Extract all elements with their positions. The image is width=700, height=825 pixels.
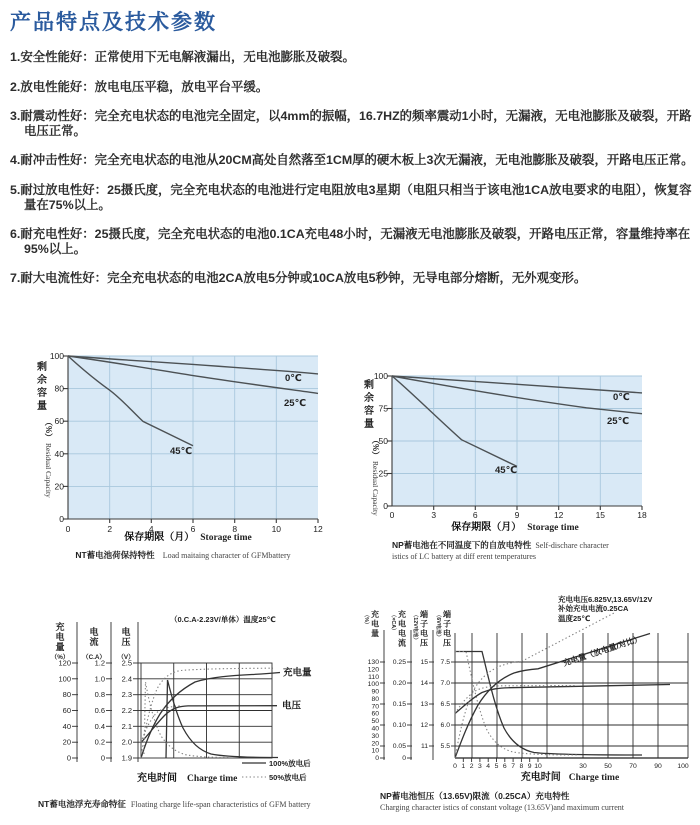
tick-label: 25 [378, 468, 388, 479]
chart-nt-floating-charge [30, 592, 360, 825]
axis-header-char: 充 [371, 610, 379, 619]
tick-label: 0 [65, 524, 71, 534]
tick-label: 0.05 [392, 743, 406, 750]
tick-label: 4 [486, 763, 491, 770]
axis-header-char: 电 [371, 619, 379, 629]
tick-label: 100 [49, 351, 64, 361]
x-axis-title: 充电时间 Charge time [137, 773, 238, 784]
tick-label: 90 [654, 763, 662, 770]
y-axis-label-char: 剩 [364, 380, 374, 391]
tick-label: 1.9 [121, 753, 132, 763]
tick-label: 0.2 [94, 737, 105, 747]
axis-header-char: 电 [443, 629, 451, 638]
tick-label: 14 [420, 680, 428, 687]
tick-label: 0 [453, 763, 457, 770]
axis-header-char: 子 [420, 619, 428, 629]
curves [141, 668, 280, 758]
tick-label: 10 [271, 524, 282, 534]
curve-label: 45℃ [495, 465, 518, 476]
axis-header-char: 充 [55, 622, 65, 632]
tick-label: 0.20 [392, 680, 406, 687]
tick-label: 0 [100, 753, 105, 763]
tick-label: 10 [534, 763, 542, 770]
tick-label: 50 [378, 436, 388, 446]
tick-label: 60 [62, 706, 71, 715]
feature-list [10, 50, 694, 301]
condition-note [557, 594, 652, 623]
tick-label: 10 [371, 747, 379, 755]
curve-label: 0℃ [613, 392, 630, 403]
tick-label: 6.5 [440, 701, 450, 708]
tick-label: 120 [367, 666, 379, 674]
tick-label: 8 [232, 524, 238, 534]
curve-charge-solid [141, 673, 280, 759]
tick-label: 1.2 [94, 658, 105, 668]
axis-unit: （12V电池） [412, 612, 418, 643]
tick-label: 2.5 [121, 658, 132, 668]
y-axis-label-char: 量 [364, 419, 374, 430]
tick-label: 75 [378, 403, 388, 414]
y-axis-label-char: 余 [37, 375, 47, 386]
tick-label: 3 [431, 510, 437, 520]
tick-label: 12 [420, 722, 428, 729]
x-axis-title: 充电时间 Charge time [520, 772, 620, 783]
tick-label: 100 [367, 681, 379, 689]
tick-label: 80 [371, 696, 379, 703]
tick-label: 0.25 [392, 659, 406, 666]
tick-label: 7 [511, 763, 515, 770]
tick-label: 0 [59, 514, 64, 524]
axis-header-char: 压 [443, 638, 451, 648]
y-axis-label-char: 量 [37, 401, 47, 412]
tick-label: 2.3 [121, 690, 132, 700]
feature-item: 6.耐充电性好：25摄氏度，完全充电状态的电池0.1CA充电48小时，无漏液无电池膨胀及破裂，开路电压正常，容量维持率在95%以上。 [10, 227, 691, 256]
tick-label: 130 [367, 659, 379, 666]
axis-header-char: 流 [398, 638, 406, 648]
tick-label: 0 [66, 753, 71, 763]
page-title: 产品特点及技术参数 [10, 11, 217, 34]
y-axis-label-char: 剩 [37, 362, 47, 373]
axis-unit: （V） [117, 654, 135, 661]
svg-text:充电电压6.825V,13.65V/12V: 充电电压6.825V,13.65V/12V [558, 595, 653, 604]
tick-label: 8 [519, 763, 524, 770]
chart-np-constant-voltage [352, 590, 700, 825]
tick-label: 0 [402, 755, 406, 762]
tick-label: 40 [54, 448, 64, 459]
y-axis-title [37, 360, 54, 498]
tick-label: 20 [371, 740, 379, 748]
tick-label: 6 [190, 524, 196, 534]
axis-header-char: 充 [398, 610, 406, 619]
tick-label: 40 [371, 725, 379, 733]
axis-header-char: 量 [55, 642, 65, 652]
tick-label: 2.4 [121, 674, 132, 684]
tick-label: 80 [62, 690, 71, 700]
curve-voltage-solid [455, 685, 670, 714]
curve-current-solid [455, 652, 642, 756]
tick-label: 110 [368, 673, 379, 681]
chart-nt-self-discharge [28, 346, 338, 578]
tick-label: 12 [313, 524, 323, 534]
condition-note: （0.C.A-2.23V/单体）温度25℃ [170, 615, 276, 624]
chart-caption: NT蓄电池荷保持特性 Load maitaing character of GFMbattery [75, 550, 291, 560]
x-tick-labels [66, 524, 323, 534]
axis-unit: （C.A） [82, 654, 106, 661]
axis-unit: （%） [363, 612, 369, 628]
tick-label: 100 [373, 371, 388, 381]
x-axis-title: 保存期限（月） Storage time [124, 532, 252, 543]
tick-label: 0 [383, 501, 388, 511]
tick-label: 70 [629, 763, 637, 770]
y-axis-label-char: 容 [37, 388, 47, 399]
axis-header-char: 流 [89, 637, 99, 647]
axis-headers [51, 621, 135, 661]
tick-label: 2.2 [121, 706, 132, 715]
tick-label: 3 [478, 763, 482, 770]
tick-label: 80 [54, 383, 64, 394]
y-axis-label-char: 容 [364, 406, 374, 417]
tick-label: 7.0 [440, 680, 450, 687]
tick-label: 7.5 [440, 659, 450, 666]
legend-label: 50%放电后 [269, 773, 307, 782]
curve-charge-solid [455, 634, 650, 759]
axis-header-char: 电 [420, 629, 428, 638]
chart-caption-line2: Charging character istics of constant voltage (13.65V)and maximum current [380, 803, 624, 812]
feature-item: 2.放电性能好：放电电压平稳，放电平台平缓。 [10, 79, 269, 94]
curve-voltage-dotted [455, 686, 577, 714]
tick-label: 18 [637, 510, 647, 520]
feature-item: 5.耐过放电性好：25摄氏度，完全充电状态的电池进行定电阻放电3星期（电阻只相当于该电池1CA放电要求的电阻），恢复容量在75%以上。 [10, 182, 692, 212]
tick-label: 30 [371, 732, 379, 740]
tick-labels [58, 659, 132, 763]
tick-label: 1.0 [94, 674, 105, 684]
tick-label: 6 [472, 510, 478, 520]
y-axis-title [364, 378, 381, 516]
feature-item: 1.安全性能好：正常使用下无电解液漏出，无电池膨胀及破裂。 [10, 50, 355, 64]
tick-label: 60 [54, 416, 64, 427]
axis-unit: （%） [50, 654, 70, 661]
tick-label: 2 [469, 763, 474, 770]
tick-label: 2 [107, 524, 113, 534]
axis-unit: （×CA） [390, 612, 396, 634]
svg-text:补始充电电流0.25CA: 补始充电电流0.25CA [558, 604, 629, 613]
tick-label: 4 [148, 524, 154, 534]
tick-labels [368, 659, 451, 762]
tick-label: 12 [553, 510, 564, 520]
axis-bars [380, 630, 456, 760]
axis-header-char: 端 [443, 610, 451, 619]
feature-item: 7.耐大电流性好：完全充电状态的电池2CA放电5分钟或10CA放电5秒钟，无导电部分熔断，无外观变形。 [10, 271, 587, 286]
y-axis-label-en: Residual Capacity [371, 461, 380, 516]
tick-label: 2.1 [121, 721, 132, 731]
x-tick-labels [453, 763, 689, 770]
tick-label: 5.5 [440, 743, 450, 750]
axis-header-char: 压 [121, 637, 131, 647]
tick-label: 70 [371, 703, 379, 711]
grid [455, 633, 688, 762]
tick-label: 9 [527, 763, 532, 770]
legend-label: 100%放电后 [269, 759, 311, 768]
tick-label: 2.0 [121, 737, 132, 747]
legend [242, 758, 311, 782]
axis-headers [363, 609, 451, 648]
chart-caption: NP蓄电池在不同温度下的自放电特性 Self-dischare character [392, 540, 609, 550]
axis-header-char: 电 [121, 627, 131, 637]
curve-label: 25℃ [607, 416, 630, 427]
axis-header-char: 端 [420, 610, 428, 619]
axis-header-char: 压 [420, 638, 428, 648]
feature-item: 3.耐震动性好：完全充电状态的电池完全固定，以4mm的振幅，16.7HZ的频率震动1小时，无漏液，无电池膨胀及破裂，开路电压正常。 [10, 109, 692, 138]
curve-label: 电压 [282, 700, 302, 712]
tick-label: 50 [371, 718, 379, 726]
tick-label: 0.8 [94, 690, 105, 700]
axis-header-char: 电 [55, 632, 65, 642]
tick-label: 0 [389, 510, 395, 520]
tick-label: 1 [461, 763, 466, 770]
curve-label: 45℃ [170, 446, 193, 457]
chart-np-self-discharge [355, 346, 695, 578]
tick-label: 60 [371, 710, 379, 718]
x-tick-labels [390, 510, 647, 520]
tick-label: 100 [677, 763, 689, 770]
y-axis-unit: （%） [371, 436, 380, 460]
tick-label: 90 [371, 688, 379, 696]
curve-label: 0℃ [285, 373, 302, 384]
x-axis-title: 保存期限（月） Storage time [451, 522, 579, 533]
curve-label: 充电量（放电量/对比） [561, 633, 643, 668]
feature-item: 4.耐冲击性好：完全充电状态的电池从20CM高处自然落至1CM厚的硬木板上3次无漏液，无电池膨胀及破裂，开路电压正常。 [10, 153, 694, 168]
tick-label: 5 [494, 763, 499, 770]
tick-label: 13 [420, 701, 428, 708]
axis-header-char: 电 [398, 619, 406, 629]
chart-caption: NT蓄电池浮充寿命特征 Floating charge life-span characteristics of GFM battery [38, 799, 311, 809]
curve-label: 充电量 [283, 667, 312, 679]
chart-caption: NP蓄电池恒压（13.65V)限流（0.25CA）充电特性 [380, 791, 570, 801]
tick-label: 6 [502, 763, 507, 770]
tick-label: 50 [604, 763, 612, 770]
tick-label: 11 [420, 743, 428, 750]
tick-label: 0.10 [392, 722, 406, 729]
chart-caption-line2: istics of LC battery at diff erent temperatures [392, 552, 537, 561]
tick-label: 9 [514, 510, 520, 520]
tick-label: 0.4 [94, 721, 105, 731]
tick-label: 20 [62, 737, 71, 747]
axis-header-char: 电 [89, 627, 99, 637]
curve-current-solid [166, 680, 278, 758]
tick-label: 15 [595, 510, 606, 520]
tick-label: 6.0 [440, 722, 450, 729]
tick-label: 40 [62, 721, 71, 731]
tick-label: 100 [58, 674, 71, 684]
y-axis-label-char: 余 [364, 393, 374, 404]
tick-label: 0.15 [392, 701, 406, 708]
tick-label: 120 [58, 658, 71, 668]
tick-label: 0 [375, 755, 379, 762]
curve-current-dotted [455, 652, 577, 756]
axis-header-char: 子 [443, 619, 451, 629]
y-axis-unit: （%） [44, 418, 53, 442]
axis-header-char: 量 [371, 629, 379, 638]
tick-label: 15 [420, 659, 428, 666]
tick-label: 30 [579, 763, 587, 770]
tick-label: 20 [54, 481, 64, 492]
axis-unit: （6V电池） [435, 612, 441, 640]
curve-label: 25℃ [284, 398, 307, 409]
axis-header-char: 电 [398, 629, 406, 638]
tick-label: 0.6 [94, 706, 105, 715]
y-axis-label-en: Residual Capacity [44, 443, 53, 498]
svg-text:温度25℃: 温度25℃ [558, 614, 591, 623]
